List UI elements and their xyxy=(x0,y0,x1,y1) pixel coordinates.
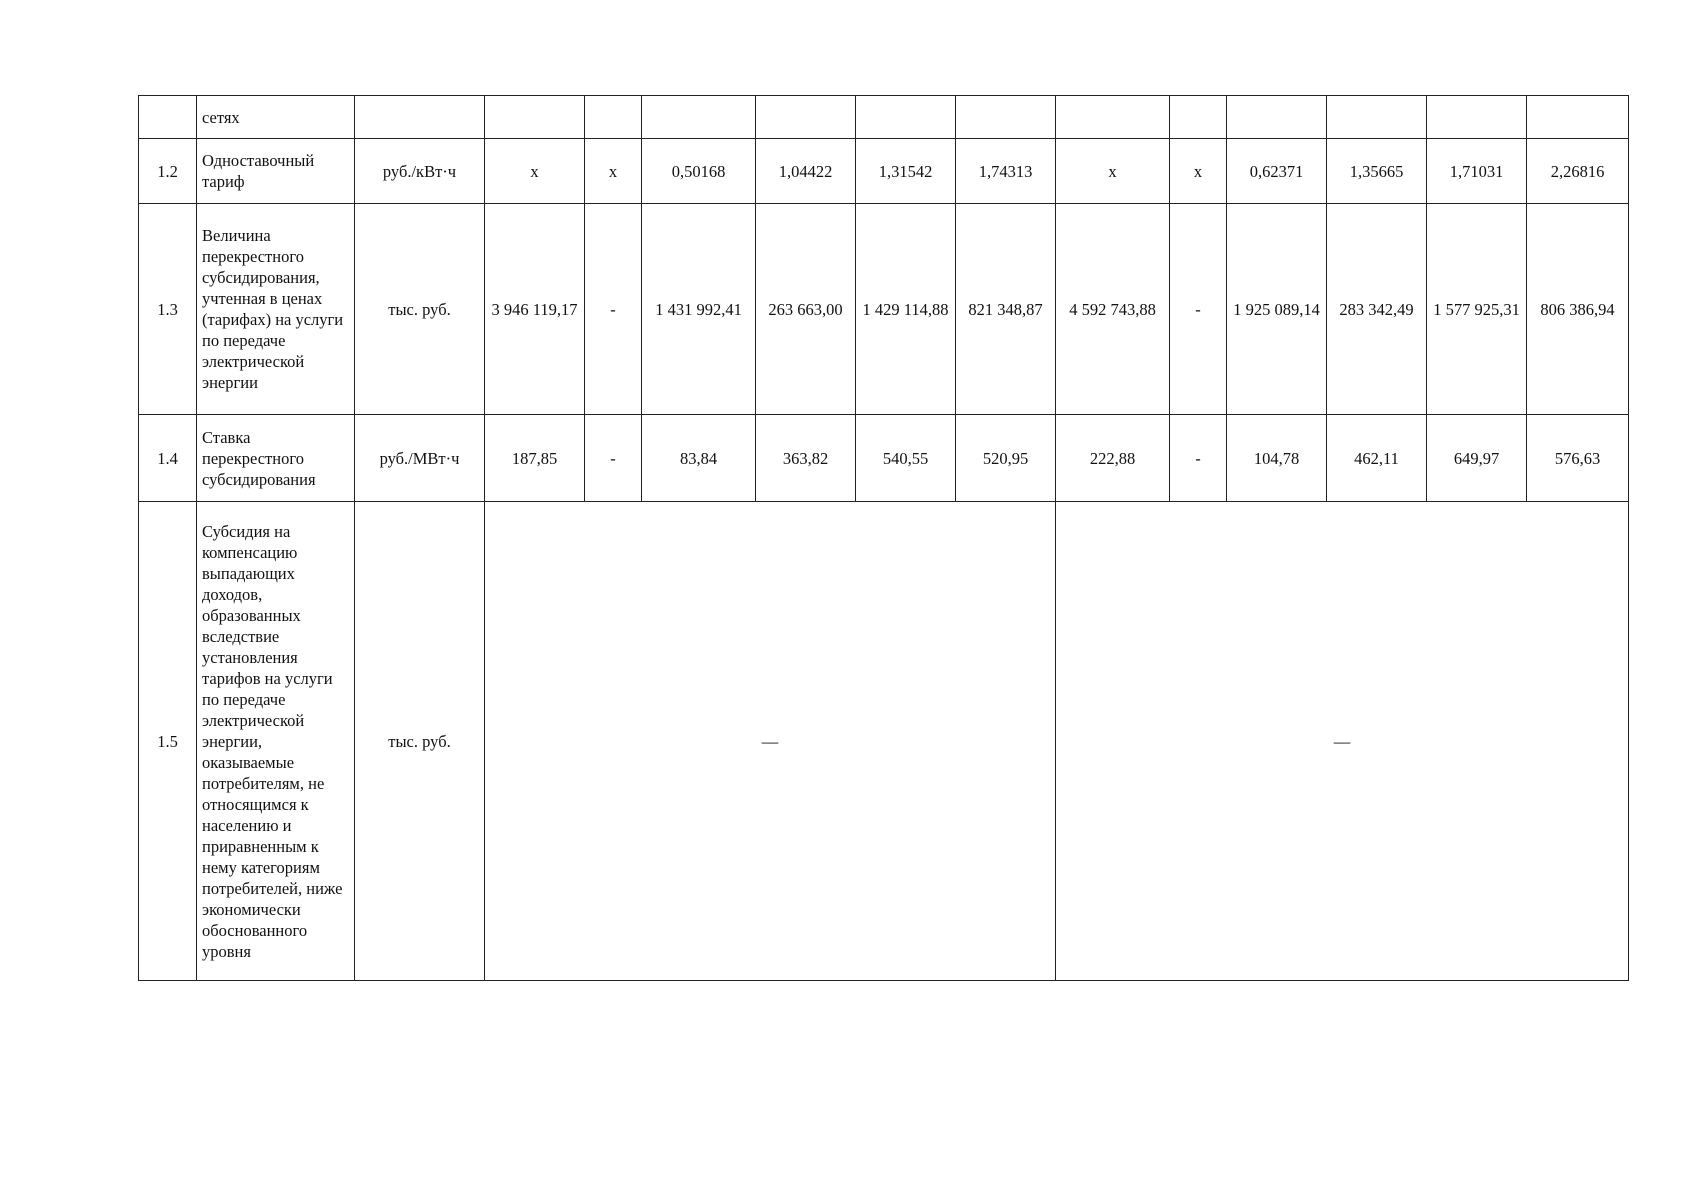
row-unit: тыс. руб. xyxy=(355,204,485,415)
table-cell: 83,84 xyxy=(642,415,756,502)
table-cell: 1 577 925,31 xyxy=(1427,204,1527,415)
table-cell: 462,11 xyxy=(1327,415,1427,502)
table-cell: х xyxy=(485,139,585,204)
table-cell: 4 592 743,88 xyxy=(1056,204,1170,415)
table-cell: 1,71031 xyxy=(1427,139,1527,204)
table-cell: 649,97 xyxy=(1427,415,1527,502)
table-cell xyxy=(1056,96,1170,139)
row-name: Ставка перекрестного субсидирования xyxy=(197,415,355,502)
table-cell xyxy=(1170,96,1227,139)
row-number: 1.4 xyxy=(139,415,197,502)
table-row xyxy=(139,96,1629,139)
table-cell: х xyxy=(585,139,642,204)
row-unit: тыс. руб. xyxy=(355,502,485,981)
table-cell: 540,55 xyxy=(856,415,956,502)
table-cell: 283 342,49 xyxy=(1327,204,1427,415)
table-cell: 821 348,87 xyxy=(956,204,1056,415)
table-cell: 263 663,00 xyxy=(756,204,856,415)
table-cell: 576,63 xyxy=(1527,415,1629,502)
table-cell: 0,62371 xyxy=(1227,139,1327,204)
table-cell: х xyxy=(1170,139,1227,204)
table-row xyxy=(139,502,1629,981)
table-cell: 363,82 xyxy=(756,415,856,502)
table-cell xyxy=(485,96,585,139)
table-row xyxy=(139,204,1629,415)
table-cell: - xyxy=(1170,204,1227,415)
table-cell: 1 429 114,88 xyxy=(856,204,956,415)
table-cell xyxy=(956,96,1056,139)
table-cell: 1 431 992,41 xyxy=(642,204,756,415)
table-cell: 0,50168 xyxy=(642,139,756,204)
row-unit: руб./МВт·ч xyxy=(355,415,485,502)
table-cell: 2,26816 xyxy=(1527,139,1629,204)
row-number: 1.2 xyxy=(139,139,197,204)
table-cell xyxy=(642,96,756,139)
table-cell: - xyxy=(585,204,642,415)
table-row xyxy=(139,415,1629,502)
table-cell: 520,95 xyxy=(956,415,1056,502)
row-number: 1.5 xyxy=(139,502,197,981)
table-cell xyxy=(756,96,856,139)
table-cell: х xyxy=(1056,139,1170,204)
merged-cell-left: — xyxy=(485,502,1056,981)
table-cell xyxy=(856,96,956,139)
table-cell: 222,88 xyxy=(1056,415,1170,502)
merged-cell-right: — xyxy=(1056,502,1629,981)
table-cell xyxy=(1427,96,1527,139)
table-cell: - xyxy=(585,415,642,502)
table-cell: 806 386,94 xyxy=(1527,204,1629,415)
table-cell: 1,04422 xyxy=(756,139,856,204)
table-cell: 1,35665 xyxy=(1327,139,1427,204)
row-name: Субсидия на компенсацию выпадающих доходов, образованных вследствие установления тарифов на услуги по передаче электрической энергии, оказываемые потребителям, не относящимся к населению и приравненным к нему категориям потребителей, ниже экономически обоснованного уровня xyxy=(197,502,355,981)
table-cell: 3 946 119,17 xyxy=(485,204,585,415)
row-name: Величина перекрестного субсидирования, учтенная в ценах (тарифах) на услуги по передаче электрической энергии xyxy=(197,204,355,415)
table-cell: 104,78 xyxy=(1227,415,1327,502)
table-cell: 1 925 089,14 xyxy=(1227,204,1327,415)
table-row xyxy=(139,139,1629,204)
row-name: Одноставочный тариф xyxy=(197,139,355,204)
table-cell: 1,31542 xyxy=(856,139,956,204)
table-cell: 187,85 xyxy=(485,415,585,502)
row-unit: руб./кВт·ч xyxy=(355,139,485,204)
table-cell xyxy=(585,96,642,139)
row-number xyxy=(139,96,197,139)
table-cell xyxy=(1527,96,1629,139)
table-cell xyxy=(1227,96,1327,139)
tariff-table xyxy=(138,95,1629,981)
row-unit xyxy=(355,96,485,139)
table-cell: 1,74313 xyxy=(956,139,1056,204)
table-cell: - xyxy=(1170,415,1227,502)
row-name: сетях xyxy=(197,96,355,139)
row-number: 1.3 xyxy=(139,204,197,415)
table-cell xyxy=(1327,96,1427,139)
